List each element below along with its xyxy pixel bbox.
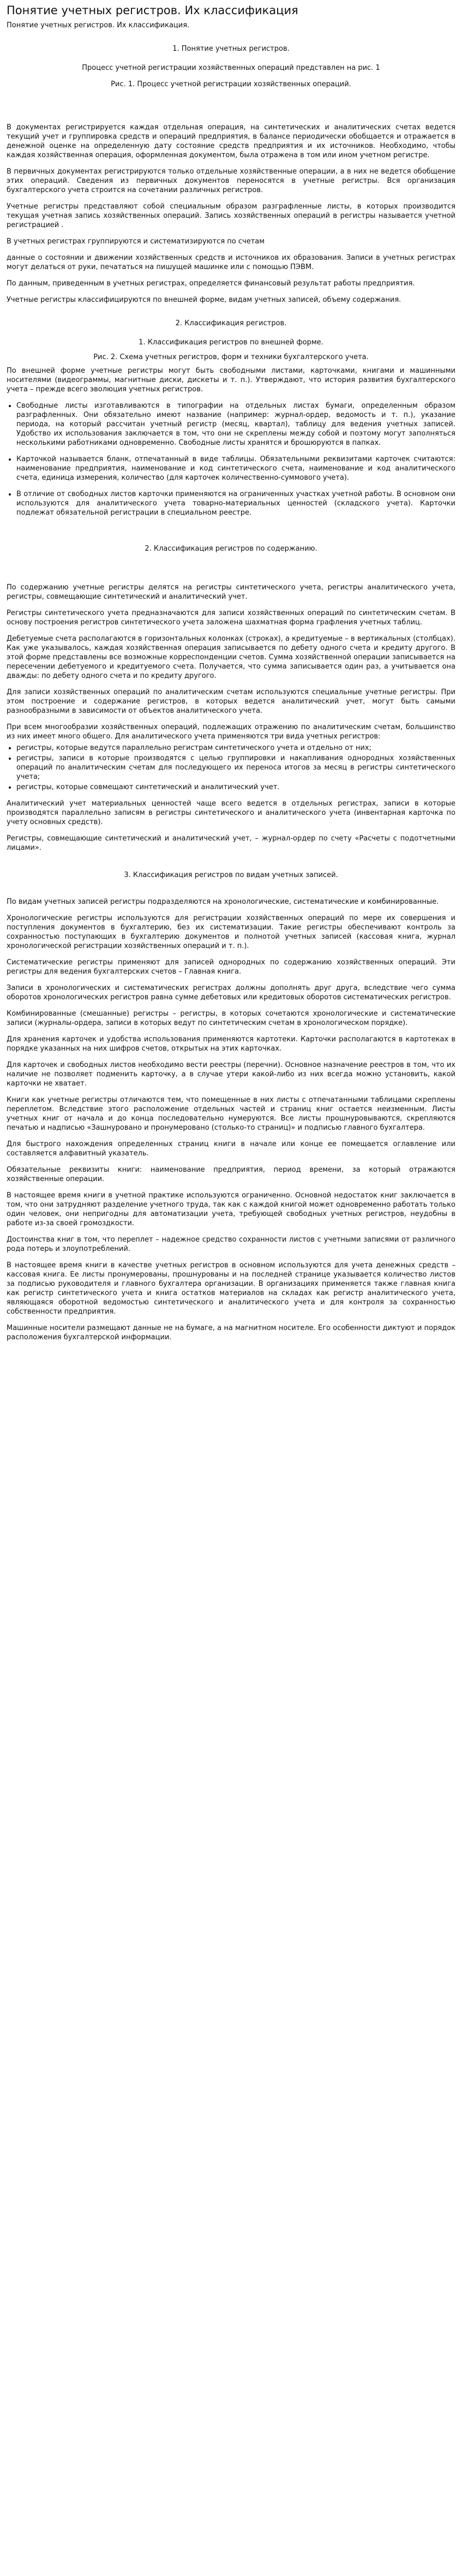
paragraph: По видам учетных записей регистры подразделяются на хронологические, систематические и комбинированные.: [7, 898, 439, 906]
paragraph: Для быстрого нахождения определенных страниц книги в начале или конце ее помещается оглавление или составляется алфавитный указатель.: [7, 1140, 455, 1158]
section-spacer: [7, 563, 455, 583]
paragraph: В документах регистрируется каждая отдельная операция, на синтетических и аналитических счетах ведется текущий учет и группировка средств и операций предприятия, в балансе периодически обобщается и отражается в денежной оценке на определенную дату состояние средств предприятия и их источников. Необходимо, чтобы каждая хозяйственная операция, оформленная документом, была отражена в том или ином учетном регистре.: [7, 123, 455, 159]
bullet-list: [7, 490, 455, 517]
paragraph: По внешней форме учетные регистры могут быть свободными листами, карточками, книгами и машинными носителями (видеограммы, магнитные диски, дискеты и т. п.). Утверждают, что история развития бухгалтерского учета – прежде всего эволюция учетных регистров.: [7, 367, 455, 393]
list-item: • Карточкой называется бланк, отпечатанный в виде таблицы. Обязательными реквизитами карточек считаются: наименование предприятия, наименование и код синтетического счета, наименование и код аналитического счета, единица измерения, количество (для карточек количественно-суммового учета).: [16, 455, 455, 482]
page-subtitle: Понятие учетных регистров. Их классификация.: [7, 21, 190, 29]
section-2-heading: 2. Классификация регистров.: [175, 319, 287, 327]
paragraph: Дебетуемые счета располагаются в горизонтальных колонках (строках), а кредитуемые – в вертикальных (столбцах). Как уже указывалось, каждая хозяйственная операция записывается по дебету одного счета и кредиту другого. В этой форме представлены все возможные корреспонденции счетов. Сумма хозяйственной операции записывается на пересечении дебетуемого и кредитуемого счета. Получается, что сумма записывается один раз, а учитывается она дважды: по дебету одного счета и по кредиту другого.: [7, 635, 455, 680]
paragraph: Хронологические регистры используются для регистрации хозяйственных операций по мере их совершения и поступления документов в бухгалтерию, без их систематизации. Такие регистры обеспечивают контроль за сохранностью поступающих в бухгалтерию документов и полнотой учетных записей (кассовая книга, журнал хронологической регистрации хозяйственных операций и т. п.).: [7, 914, 455, 950]
paragraph: В первичных документах регистрируются только отдельные хозяйственные операции, а в них не ведется обобщение этих операций. Сведения из первичных документов переносятся в учетные регистры. Вся организация бухгалтерского учета строится на сочетании различных регистров.: [7, 168, 455, 194]
paragraph: Регистры, совмещающие синтетический и аналитический учет, – журнал-ордер по счету «Расчеты с подотчетными лицами».: [7, 834, 455, 852]
list-item: • регистры, которые совмещают синтетический и аналитический учет.: [16, 783, 455, 792]
section-spacer: [7, 860, 455, 870]
paragraph: В настоящее время книги в учетной практике используются ограниченно. Основной недостаток книг заключается в том, что они затрудняют разделение учетного труда, так как с каждой книгой может одновременно работать только один человек, они непригодны для автоматизации учета, требующей свободных учетных регистров, неудобны в работе из-за своей громоздкости.: [7, 1191, 455, 1227]
paragraph: Аналитический учет материальных ценностей чаще всего ведется в отдельных регистрах, записи в которые производятся параллельно записям в регистры синтетического и аналитического учета (инвентарная карточка по учету основных средств).: [7, 800, 455, 826]
paragraph: Для карточек и свободных листов необходимо вести реестры (перечни). Основное назначение реестров в том, что их наличие не позволяет подменить карточку, а в случае утери какой-либо из них всегда можно установить, какой карточки не хватает.: [7, 1061, 455, 1088]
figure-1-placeholder: [7, 103, 455, 123]
paragraph: данные о состоянии и движении хозяйственных средств и источников их образования. Записи в учетных регистрах могут делаться от руки, печататься на пишущей машинке или с помощью ПЭВМ.: [7, 254, 455, 271]
paragraph: Записи в хронологических и систематических регистрах должны дополнять друг друга, вследствие чего сумма оборотов хронологических регистров равна сумме дебетовых или кредитовых оборотов систематических регистров.: [7, 984, 455, 1001]
bullet-list: [7, 401, 455, 448]
paragraph: В настоящее время книги в качестве учетных регистров в основном используются для учета денежных средств – кассовая книга. Ее листы пронумерованы, прошнурованы и на последней странице указывается количество листов за подписью руководителя и главного бухгалтера организации. В организациях применяется также главная книга как регистр синтетического учета и книга остатков материалов на складах как регистр аналитического учета, являющаяся оборотной ведомостью синтетического и аналитического учета и для контроля за сохранностью собственности предприятия.: [7, 1261, 455, 1316]
list-item: • Свободные листы изготавливаются в типографии на отдельных листах бумаги, определенным образом разграфленных. Они обязательно имеют название (например: журнал-ордер, ведомость и т. п.), указание периода, на который рассчитан учетный регистр (месяц, квартал), таблицу для ведения учетных записей. Удобство их использования заключается в том, что они не скреплены между собой и поэтому могут заполняться несколькими работниками одновременно. Свободные листы хранятся и брошюруются в папках.: [16, 401, 455, 448]
section-2-3-heading: 3. Классификация регистров по видам учетных записей.: [124, 871, 338, 879]
paragraph: Учетные регистры представляют собой специальным образом разграфленные листы, в которых производится текущая учетная запись хозяйственных операций. Запись хозяйственных операций в регистры называется учетной регистрацией .: [7, 202, 455, 229]
figure-1-caption: Рис. 1. Процесс учетной регистрации хозяйственных операций.: [111, 80, 351, 88]
register-types-list: [7, 743, 455, 792]
paragraph: Книги как учетные регистры отличаются тем, что помещенные в них листы с отпечатанными таблицами скреплены переплетом. Вследствие этого расположение отдельных частей и страниц книг остается неизменным. Листы учетных книг от начала и до конца последовательно нумеруются. Все листы прошнуровываются, скрепляются печатью и надписью «Зашнуровано и пронумеровано (столько-то страниц)» и подписью главного бухгалтера.: [7, 1096, 455, 1132]
section-1-intro: Процесс учетной регистрации хозяйственных операций представлен на рис. 1: [82, 64, 380, 72]
paragraph: Учетные регистры классифицируются по внешней форме, видам учетных записей, объему содержания.: [7, 296, 401, 304]
paragraph: Машинные носители размещают данные не на бумаге, а на магнитном носителе. Его особенности диктуют и порядок расположения бухгалтерской информации.: [7, 1324, 455, 1341]
figure-2-caption: Рис. 2. Схема учетных регистров, форм и техники бухгалтерского учета.: [93, 353, 369, 361]
paragraph: По данным, приведенным в учетных регистрах, определяется финансовый результат работы предприятия.: [7, 279, 415, 288]
paragraph: При всем многообразии хозяйственных операций, подлежащих отражению по аналитическим счетам, большинство из них имеет много общего. Для аналитического учета применяются три вида учетных регистров:: [7, 723, 455, 741]
list-item: • регистры, которые ведутся параллельно регистрам синтетического учета и отдельно от них;: [16, 743, 455, 753]
paragraph: Регистры синтетического учета предназначаются для записи хозяйственных операций по синтетическим счетам. В основу построения регистров синтетического учета заложена шахматная форма графления учетных таблиц.: [7, 609, 455, 627]
paragraph: Достоинства книг в том, что переплет – надежное средство сохранности листов с учетными записями от различного рода потерь и злоупотреблений.: [7, 1236, 455, 1253]
page-title: Понятие учетных регистров. Их классификация: [7, 4, 298, 17]
paragraph: Для хранения карточек и удобства использования применяются картотеки. Карточки располагаются в картотеках в порядке указанных на них шифров счетов, открытых на этих карточках.: [7, 1035, 455, 1053]
paragraph: Комбинированные (смешанные) регистры – регистры, в которых сочетаются хронологические и систематические записи (журналы-ордера, записи в которых ведут по синтетическим счетам в хронологическом порядке).: [7, 1010, 455, 1027]
paragraph: По содержанию учетные регистры делятся на регистры синтетического учета, регистры аналитического учета, регистры, совмещающие синтетический и аналитический учет.: [7, 583, 455, 601]
paragraph: Для записи хозяйственных операций по аналитическим счетам используются специальные учетные регистры. При этом построение и содержание регистров, в которых ведется аналитический учет, могут быть самыми разнообразными в зависимости от объектов аналитического учета.: [7, 688, 455, 715]
section-spacer: [7, 890, 455, 897]
section-2-1-heading: 1. Классификация регистров по внешней форме.: [139, 338, 323, 347]
bullet-list: [7, 455, 455, 482]
paragraph: Систематические регистры применяют для записей однородных по содержанию хозяйственных операций. Эти регистры для ведения бухгалтерских счетов – Главная книга.: [7, 958, 455, 976]
paragraph: В учетных регистрах группируются и систематизируются по счетам: [7, 237, 265, 246]
list-item: • регистры, записи в которые производятся с целью группировки и накапливания однородных хозяйственных операций по аналитическим счетам для последующего их переноса итогов за месяц в регистры синтетического учета;: [16, 754, 455, 782]
section-1-heading: 1. Понятие учетных регистров.: [172, 45, 290, 53]
section-spacer: [7, 524, 455, 544]
section-2-2-heading: 2. Классификация регистров по содержанию.: [145, 545, 317, 553]
paragraph: Обязательные реквизиты книги: наименование предприятия, период времени, за который отражаются хозяйственные операции.: [7, 1166, 455, 1183]
list-item: • В отличие от свободных листов карточки применяются на ограниченных участках учетной работы. В основном они используются для аналитического учета товарно-материальных ценностей (складского учета). Карточки подлежат обязательной регистрации в специальном реестре.: [16, 490, 455, 517]
